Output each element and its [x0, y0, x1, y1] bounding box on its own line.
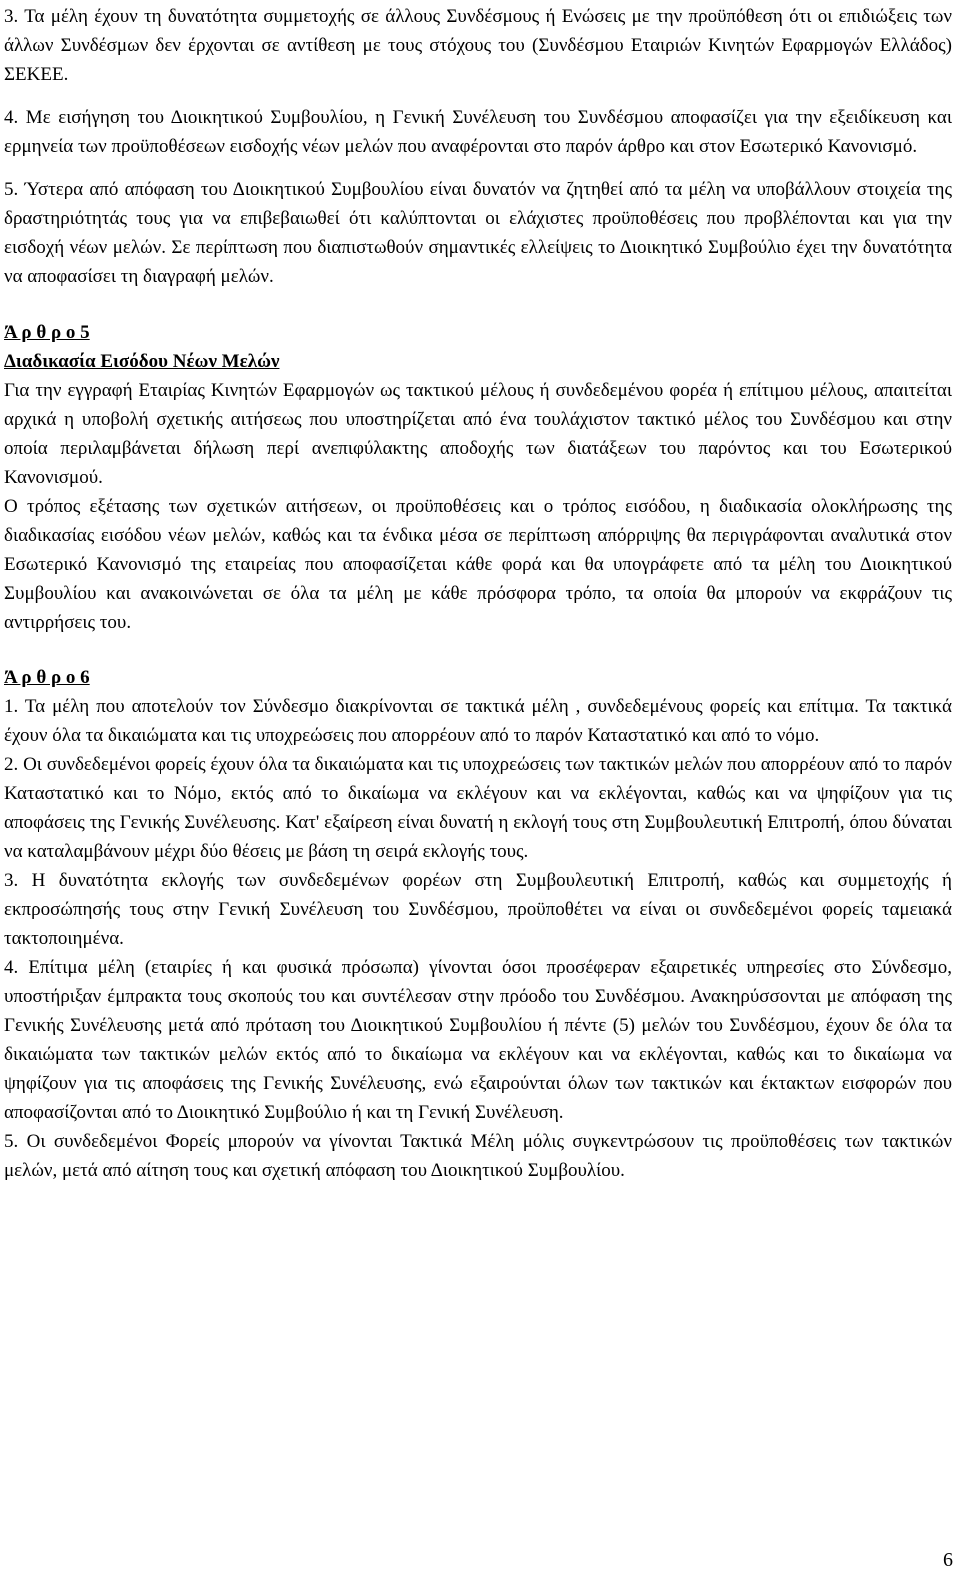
- article4-paragraph-3: 3. Τα μέλη έχουν τη δυνατότητα συμμετοχής σε άλλους Συνδέσμους ή Ενώσεις με την προϋπόθεση ότι οι επιδιώξεις των άλλων Συνδέσμων δεν έρχονται σε αντίθεση με τους στόχους του (Συνδέσμου Εταιριών Κινητών Εφαρμογών Ελλάδος) ΣΕΚΕΕ.: [4, 6, 952, 85]
- article6-heading: Ά ρ θ ρ ο 6: [4, 667, 90, 688]
- article6-paragraph-1: 1. Τα μέλη που αποτελούν τον Σύνδεσμο διακρίνονται σε τακτικά μέλη , συνδεδεμένους φορείς και επίτιμα. Τα τακτικά έχουν όλα τα δικαιώματα και τις υποχρεώσεις που απορρέουν από το παρόν Καταστατικό και από το νόμο.: [4, 696, 952, 746]
- page-number: 6: [943, 1549, 953, 1571]
- article5-paragraph-1: Για την εγγραφή Εταιρίας Κινητών Εφαρμογών ως τακτικού μέλους ή συνδεδεμένου φορέα ή επίτιμου μέλους, απαιτείται αρχικά η υποβολή σχετικής αιτήσεως που υποστηρίζεται από ένα τουλάχιστον τακτικό μέλος του Συνδέσμου και στην οποία περιλαμβάνεται δήλωση περί ανεπιφύλακτης αποδοχής των διατάξεων του παρόντος και του Εσωτερικού Κανονισμού.: [4, 379, 952, 488]
- article6-paragraph-4: 4. Επίτιμα μέλη (εταιρίες ή και φυσικά πρόσωπα) γίνονται όσοι προσέφεραν εξαιρετικές υπηρεσίες στο Σύνδεσμο, υποστήριξαν έμπρακτα τους σκοπούς του και συντέλεσαν στην πρόοδο του Συνδέσμου. Ανακηρύσσονται με απόφαση της Γενικής Συνέλευσης μετά από πρόταση του Διοικητικού Συμβουλίου ή πέντε (5) μελών του Συνδέσμου, έχουν δε όλα τα δικαιώματα των τακτικών μελών εκτός από το δικαίωμα να εκλέγουν και να εκλέγονται, καθώς και το δικαίωμα να ψηφίζουν για τις αποφάσεις της Γενικής Συνέλευσης, ενώ εξαιρούνται όλων των τακτικών και έκτακτων εισφορών που αποφασίζονται από το Διοικητικό Συμβούλιο ή και τη Γενική Συνέλευση.: [4, 957, 952, 1123]
- article6-paragraph-3: 3. Η δυνατότητα εκλογής των συνδεδεμένων φορέων στη Συμβουλευτική Επιτροπή, καθώς και συμμετοχής ή εκπροσώπησής τους στην Γενική Συνέλευση του Συνδέσμου, προϋποθέτει να είναι οι συνδεδεμένοι φορείς ταμειακά τακτοποιημένα.: [4, 870, 952, 949]
- article6-paragraph-2: 2. Οι συνδεδεμένοι φορείς έχουν όλα τα δικαιώματα και τις υποχρεώσεις των τακτικών μελών που απορρέουν από το παρόν Καταστατικό και το Νόμο, εκτός από το δικαίωμα να εκλέγουν και να εκλέγονται, καθώς και να ψηφίζουν για τις αποφάσεις της Γενικής Συνέλευσης. Κατ' εξαίρεση είναι δυνατή η εκλογή τους στη Συμβουλευτική Επιτροπή, όπου δύναται να καταλαμβάνουν μέχρι δύο θέσεις με βάση τη σειρά εκλογής τους.: [4, 754, 952, 862]
- article4-paragraph-4: 4. Με εισήγηση του Διοικητικού Συμβουλίου, η Γενική Συνέλευση του Συνδέσμου αποφασίζει για την εξειδίκευση και ερμηνεία των προϋποθέσεων εισδοχής νέων μελών που αναφέρονται στο παρόν άρθρο και στον Εσωτερικό Κανονισμό.: [4, 107, 952, 157]
- article5-paragraph-2: Ο τρόπος εξέτασης των σχετικών αιτήσεων, οι προϋποθέσεις και ο τρόπος εισόδου, η διαδικασία ολοκλήρωσης της διαδικασίας εισόδου νέων μελών, καθώς και τα ένδικα μέσα σε περίπτωση απόρριψης θα περιγράφονται αναλυτικά στον Εσωτερικό Κανονισμό της εταιρείας που αποφασίζεται κάθε φορά και θα υπογράφετε από τα μέλη του Διοικητικού Συμβουλίου και ανακοινώνεται σε όλα τα μέλη με κάθε πρόσφορα τρόπο, τα οποία θα μπορούν να εκφράζουν τις αντιρρήσεις του.: [4, 495, 952, 633]
- article5-subtitle: Διαδικασία Εισόδου Νέων Μελών: [4, 350, 280, 372]
- document-page: [4, 2, 952, 1185]
- article6-paragraph-5: 5. Οι συνδεδεμένοι Φορείς μπορούν να γίνονται Τακτικά Μέλη μόλις συγκεντρώσουν τις προϋποθέσεις των τακτικών μελών, μετά από αίτηση τους και σχετική απόφαση του Διοικητικού Συμβουλίου.: [4, 1131, 952, 1181]
- article4-paragraph-5: 5. Ύστερα από απόφαση του Διοικητικού Συμβουλίου είναι δυνατόν να ζητηθεί από τα μέλη να υποβάλλουν στοιχεία της δραστηριότητάς τους για να επιβεβαιωθεί ότι καλύπτονται οι ελάχιστες προϋποθέσεις που προβλέπονται και για την εισδοχή νέων μελών. Σε περίπτωση που διαπιστωθούν σημαντικές ελλείψεις το Διοικητικό Συμβούλιο έχει την δυνατότητα να αποφασίσει τη διαγραφή μελών.: [4, 179, 952, 287]
- article5-heading: Ά ρ θ ρ ο 5: [4, 321, 90, 343]
